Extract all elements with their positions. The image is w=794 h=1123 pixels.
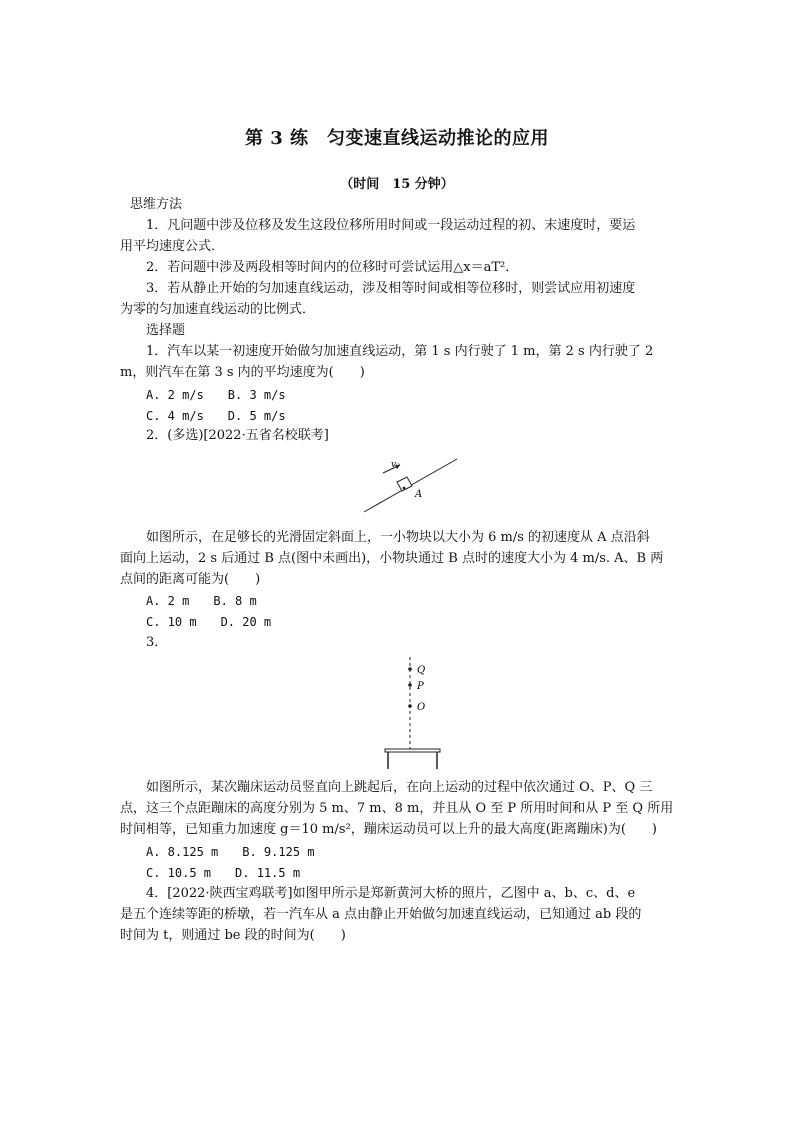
trampoline-figure <box>380 655 450 771</box>
method-p1-line2: 用平均速度公式． <box>120 239 225 254</box>
q1-line1: 1．汽车以某一初速度开始做匀加速直线运动，第 1 s 内行驶了 1 m，第 2 s 内行驶了 2 <box>146 344 654 359</box>
point-Q <box>408 667 412 671</box>
q3-options-ab: A. 8.125 m B. 9.125 m <box>146 845 315 859</box>
method-heading: 思维方法 <box>130 197 183 212</box>
q4-line2: 是五个连续等距的桥墩，若一汽车从 a 点由静止开始做匀加速直线运动，已知通过 ab 段的 <box>120 907 642 922</box>
q4-line3: 时间为 t，则通过 be 段的时间为( ) <box>120 928 346 943</box>
q1-options-cd: C. 4 m/s D. 5 m/s <box>146 409 286 423</box>
label-O: O <box>417 702 426 713</box>
point-O <box>408 704 412 708</box>
method-p1-line1: 1．凡问题中涉及位移及发生这段位移所用时间或一段运动过程的初、末速度时，要运 <box>146 218 636 233</box>
incline-figure <box>360 455 470 515</box>
choice-heading: 选择题 <box>146 323 186 338</box>
q2-line3: 点间的距离可能为( ) <box>120 572 261 587</box>
q2-line2: 面向上运动，2 s 后通过 B 点(图中未画出)，小物块通过 B 点时的速度大小为 4 m/s. A、B 两 <box>120 551 664 566</box>
label-Q: Q <box>417 665 426 676</box>
q3-header: 3． <box>146 635 168 650</box>
label-P: P <box>417 681 424 692</box>
q2-line1: 如图所示，在足够长的光滑固定斜面上，一小物块以大小为 6 m/s 的初速度从 A 点沿斜 <box>146 530 650 545</box>
q2-header: 2．(多选)[2022·五省名校联考] <box>146 428 329 443</box>
method-p3-line1: 3．若从静止开始的匀加速直线运动，涉及相等时间或相等位移时，则尝试应用初速度 <box>146 281 636 296</box>
label-A: A <box>415 489 423 500</box>
q3-line1: 如图所示，某次蹦床运动员竖直向上跳起后，在向上运动的过程中依次通过 O、P、Q 三 <box>146 780 653 795</box>
point-P <box>408 683 412 687</box>
label-v0: v₀ <box>391 460 400 470</box>
q1-options-ab: A. 2 m/s B. 3 m/s <box>146 388 286 402</box>
q2-options-cd: C. 10 m D. 20 m <box>146 615 272 629</box>
page-title: 第 3 练 匀变速直线运动推论的应用 <box>244 128 550 149</box>
method-p3-line2: 为零的匀加速直线运动的比例式． <box>120 302 316 317</box>
q3-line3: 时间相等，已知重力加速度 g＝10 m/s²，蹦床运动员可以上升的最大高度(距离蹦床)为( ) <box>120 822 658 837</box>
time-limit: （时间 15 分钟） <box>340 177 454 192</box>
q1-line2: m，则汽车在第 3 s 内的平均速度为( ) <box>120 365 365 380</box>
q4-line1: 4．[2022·陕西宝鸡联考]如图甲所示是郑新黄河大桥的照片，乙图中 a、b、c、d、e <box>146 886 636 901</box>
q3-options-cd: C. 10.5 m D. 11.5 m <box>146 866 301 880</box>
method-p2: 2．若问题中涉及两段相等时间内的位移时可尝试运用△x＝aT²． <box>146 260 519 275</box>
trampoline-bed <box>385 749 440 752</box>
q2-options-ab: A. 2 m B. 8 m <box>146 594 257 608</box>
q3-line2: 点，这三个点距蹦床的高度分别为 5 m、7 m、8 m，并且从 O 至 P 所用时间和从 P 至 Q 所用 <box>120 801 674 816</box>
